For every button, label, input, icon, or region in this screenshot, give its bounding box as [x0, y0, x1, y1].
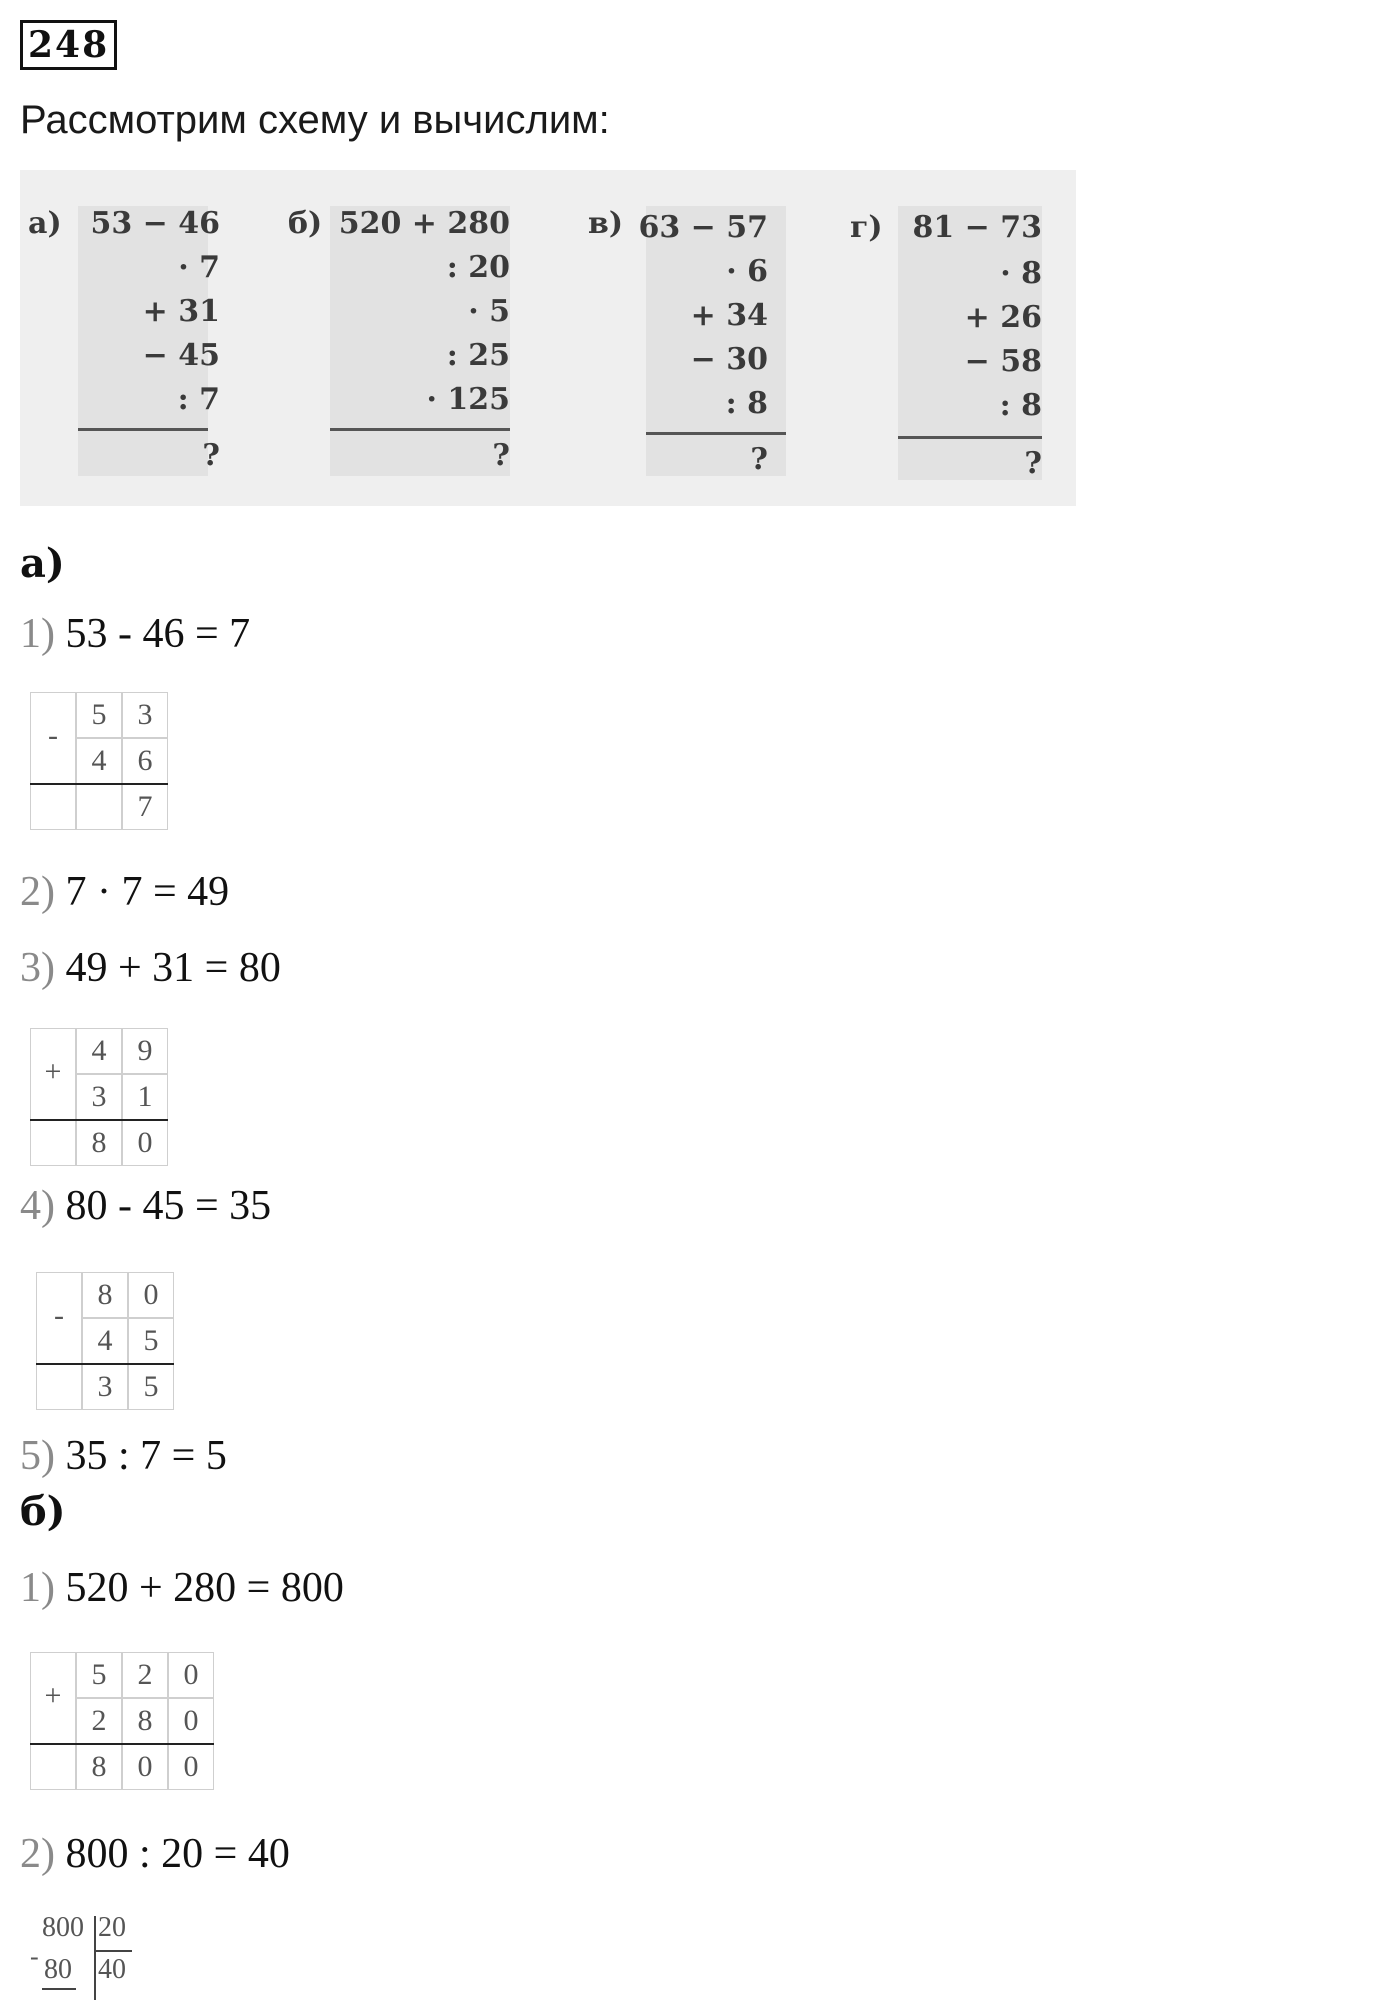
column-calculation — [30, 692, 170, 832]
digit-cell — [30, 784, 76, 830]
divisor-line — [96, 1950, 132, 1952]
column-calculation — [30, 1652, 216, 1792]
digit-cell: 1 — [122, 1074, 168, 1120]
digit-cell: 4 — [82, 1318, 128, 1364]
digit-cell: 8 — [76, 1744, 122, 1790]
digit-cell: 8 — [76, 1120, 122, 1166]
digit-cell — [30, 1744, 76, 1790]
scheme-row: − 58 — [964, 344, 1042, 379]
digit-cell: 9 — [122, 1028, 168, 1074]
digit-cell: 0 — [168, 1698, 214, 1744]
scheme-row: · 6 — [726, 254, 768, 289]
step-expression: 800 : 20 = 40 — [65, 1831, 290, 1877]
step-expression: 80 - 45 = 35 — [65, 1183, 272, 1229]
scheme-row: 81 − 73 — [912, 210, 1042, 245]
column-calculation — [36, 1272, 176, 1412]
digit-cell: 3 — [122, 692, 168, 738]
scheme-result: ? — [492, 438, 510, 473]
digit-cell: 0 — [122, 1744, 168, 1790]
scheme-row: · 7 — [178, 250, 220, 285]
scheme-strip — [646, 206, 786, 476]
scheme-result-line — [646, 432, 786, 435]
step-expression: 49 + 31 = 80 — [65, 945, 281, 991]
digit-cell: 3 — [76, 1074, 122, 1120]
result-line — [30, 1743, 214, 1745]
step — [20, 1432, 227, 1480]
step-index: 2) — [20, 869, 55, 915]
scheme-row: : 8 — [725, 386, 768, 421]
scheme-result: ? — [750, 442, 768, 477]
part-b-label: б) — [20, 1488, 66, 1535]
scheme-row: 63 − 57 — [638, 210, 768, 245]
scheme-row: : 8 — [999, 388, 1042, 423]
step-index: 1) — [20, 611, 55, 657]
operator: + — [44, 1055, 62, 1088]
result-line — [36, 1363, 174, 1365]
step — [20, 1564, 344, 1612]
scheme-row: + 26 — [964, 300, 1042, 335]
digit-cell: 5 — [76, 692, 122, 738]
step — [20, 1182, 271, 1230]
operator: + — [44, 1679, 62, 1712]
scheme-row: − 45 — [142, 338, 220, 373]
problem-number: 248 — [20, 20, 117, 70]
part-a-label: а) — [20, 540, 65, 587]
scheme-row: : 7 — [177, 382, 220, 417]
long-division — [30, 1912, 140, 2000]
digit-cell: 8 — [122, 1698, 168, 1744]
scheme-row: 520 + 280 — [338, 206, 510, 241]
subtrahend: 80 — [44, 1954, 72, 1985]
scheme-row: · 125 — [426, 382, 510, 417]
digit-cell: 5 — [128, 1318, 174, 1364]
digit-cell — [36, 1364, 82, 1410]
scheme-result-line — [78, 428, 208, 431]
digit-cell: 4 — [76, 1028, 122, 1074]
digit-cell: 8 — [82, 1272, 128, 1318]
scheme-row: + 34 — [690, 298, 768, 333]
step-index: 4) — [20, 1183, 55, 1229]
scheme-row: : 25 — [446, 338, 510, 373]
divisor: 20 — [98, 1912, 126, 1943]
scheme-result-line — [898, 436, 1042, 439]
result-line — [30, 783, 168, 785]
scheme-letter: а) — [28, 206, 62, 241]
scheme-row: : 20 — [446, 250, 510, 285]
operator: - — [54, 1299, 64, 1332]
scheme-result: ? — [202, 438, 220, 473]
column-calculation — [30, 1028, 170, 1168]
scheme-image — [20, 170, 1076, 506]
digit-cell — [30, 1120, 76, 1166]
scheme-letter: б) — [288, 206, 323, 241]
scheme-row: 53 − 46 — [90, 206, 220, 241]
division-bar — [94, 1916, 96, 2000]
digit-cell: 3 — [82, 1364, 128, 1410]
scheme-result: ? — [1024, 446, 1042, 481]
digit-cell — [76, 784, 122, 830]
operator-cell — [36, 1272, 82, 1364]
result-line — [30, 1119, 168, 1121]
step-index: 1) — [20, 1565, 55, 1611]
digit-cell: 5 — [76, 1652, 122, 1698]
scheme-letter: г) — [850, 210, 883, 245]
scheme-row: + 31 — [142, 294, 220, 329]
operator-cell — [30, 692, 76, 784]
scheme-row: · 5 — [468, 294, 510, 329]
operator: - — [48, 719, 58, 752]
step — [20, 944, 281, 992]
digit-cell: 0 — [128, 1272, 174, 1318]
digit-cell: 0 — [168, 1652, 214, 1698]
digit-cell: 2 — [122, 1652, 168, 1698]
division-minus: - — [30, 1942, 39, 1971]
digit-cell: 2 — [76, 1698, 122, 1744]
digit-cell: 5 — [128, 1364, 174, 1410]
scheme-letter: в) — [588, 206, 624, 241]
subtraction-line — [42, 1988, 76, 1990]
step-expression: 520 + 280 = 800 — [65, 1565, 344, 1611]
step — [20, 610, 250, 658]
digit-cell: 0 — [122, 1120, 168, 1166]
digit-cell: 4 — [76, 738, 122, 784]
step-index: 2) — [20, 1831, 55, 1877]
step-expression: 35 : 7 = 5 — [65, 1433, 227, 1479]
step — [20, 1830, 290, 1878]
digit-cell: 6 — [122, 738, 168, 784]
step-index: 3) — [20, 945, 55, 991]
step-expression: 53 - 46 = 7 — [65, 611, 251, 657]
digit-cell: 7 — [122, 784, 168, 830]
digit-cell: 0 — [168, 1744, 214, 1790]
scheme-row: · 8 — [1000, 256, 1042, 291]
scheme-row: − 30 — [690, 342, 768, 377]
intro-text: Рассмотрим схему и вычислим: — [20, 98, 610, 142]
step-index: 5) — [20, 1433, 55, 1479]
operator-cell — [30, 1028, 76, 1120]
scheme-result-line — [330, 428, 510, 431]
quotient: 40 — [98, 1954, 126, 1985]
step — [20, 868, 229, 916]
step-expression: 7 · 7 = 49 — [65, 869, 230, 915]
dividend: 800 — [42, 1912, 84, 1943]
operator-cell — [30, 1652, 76, 1744]
